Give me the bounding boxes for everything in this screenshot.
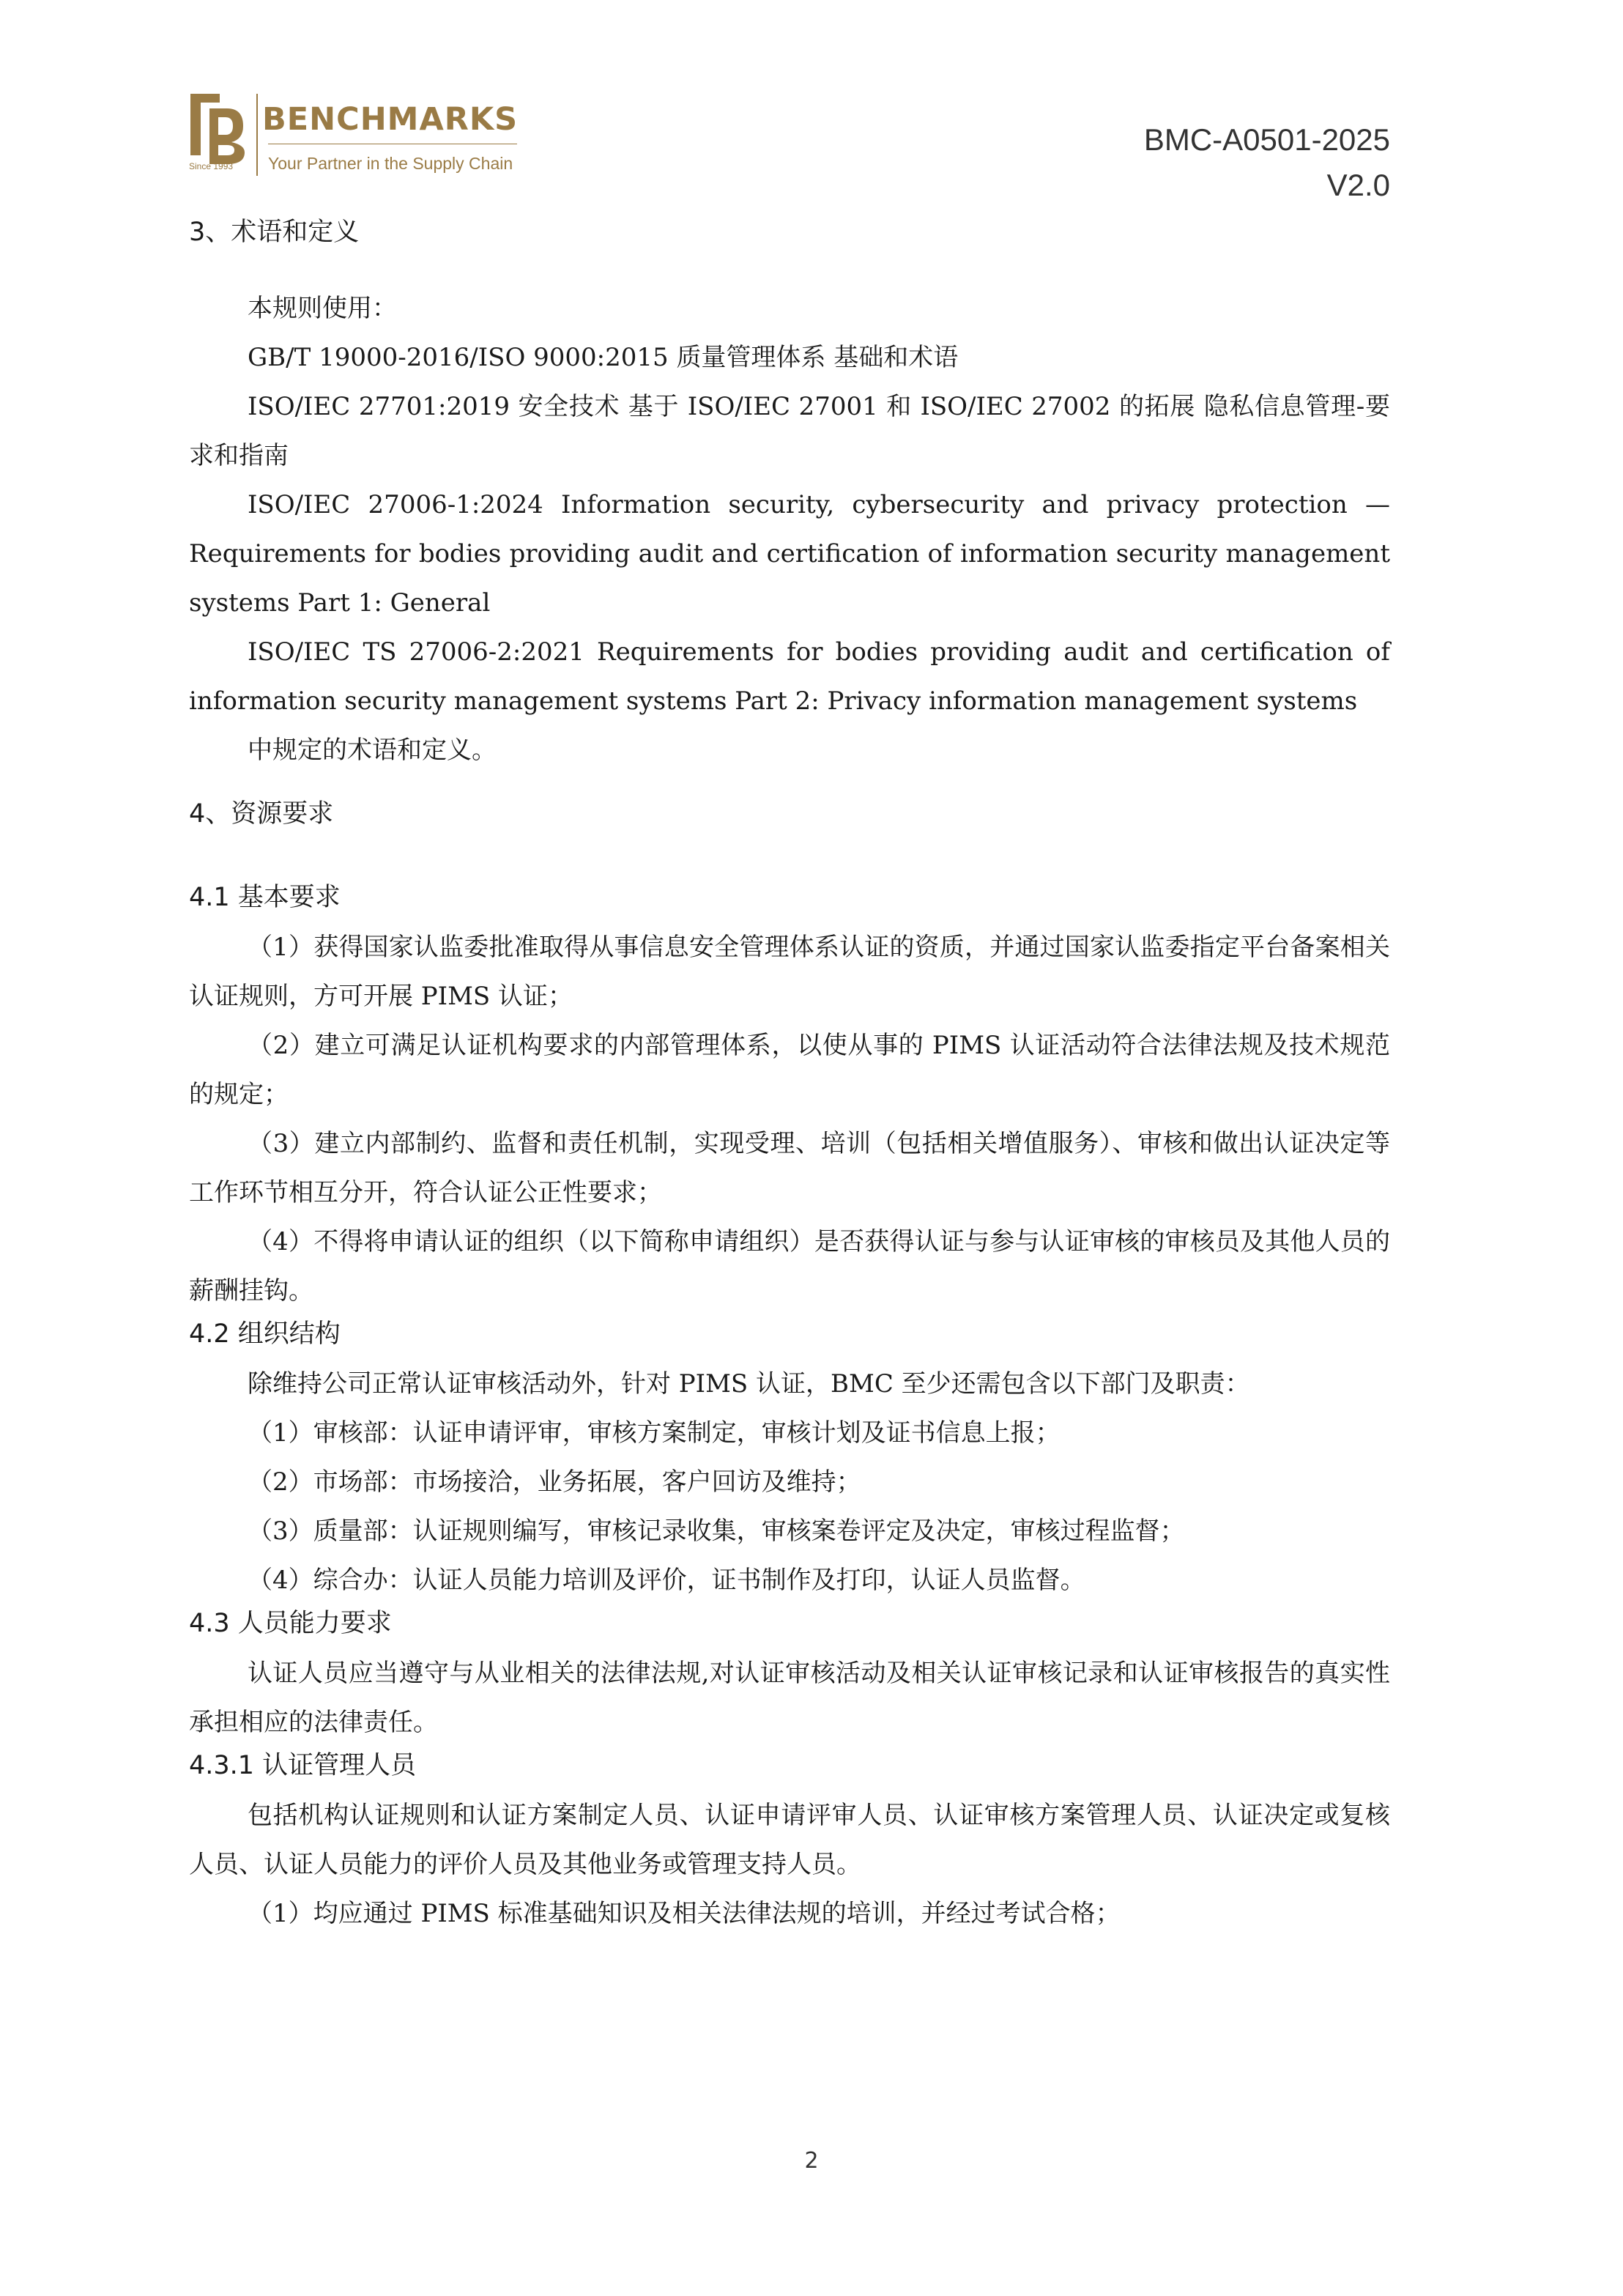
logo-tagline: Your Partner in the Supply Chain xyxy=(268,154,513,173)
section-4-3-1-text: 包括机构认证规则和认证方案制定人员、认证申请评审人员、认证审核方案管理人员、认证决定或复核人员、认证人员能力的评价人员及其他业务或管理支持人员。 xyxy=(189,1801,1390,1879)
section-3-ref-3: ISO/IEC 27006-1:2024 Information security, cybersecurity and privacy protection — Requirements for bodies providing audit and certification of information security management systems Part 1: General xyxy=(189,490,1390,618)
section-4-2-item: （4）综合办：认证人员能力培训及评价，证书制作及打印，认证人员监督。 xyxy=(248,1566,1085,1595)
document-code: BMC-A0501-2025 xyxy=(1143,122,1390,157)
section-4-3-1-item: （1）均应通过 PIMS 标准基础知识及相关法律法规的培训，并经过考试合格； xyxy=(248,1899,1121,1928)
section-4-1-item: （3）建立内部制约、监督和责任机制，实现受理、培训（包括相关增值服务）、审核和做出认证决定等工作环节相互分开，符合认证公正性要求； xyxy=(189,1129,1390,1207)
section-4-1-item: （4）不得将申请认证的组织（以下简称申请组织）是否获得认证与参与认证审核的审核员及其他人员的薪酬挂钩。 xyxy=(189,1227,1390,1306)
section-4-3-text: 认证人员应当遵守与从业相关的法律法规,对认证审核活动及相关认证审核记录和认证审核报告的真实性承担相应的法律责任。 xyxy=(189,1659,1390,1737)
section-4-2-title: 4.2 组织结构 xyxy=(189,1319,341,1349)
section-4-1-item: （2）建立可满足认证机构要求的内部管理体系，以使从事的 PIMS 认证活动符合法律法规及技术规范的规定； xyxy=(189,1031,1390,1109)
section-4-2-intro: 除维持公司正常认证审核活动外，针对 PIMS 认证，BMC 至少还需包含以下部门及职责： xyxy=(248,1369,1250,1399)
section-3-intro: 本规则使用： xyxy=(248,294,397,323)
page-number: 2 xyxy=(804,2148,819,2174)
section-4-2-item: （1）审核部：认证申请评审，审核方案制定，审核计划及证书信息上报； xyxy=(248,1418,1061,1448)
section-4-2-item: （2）市场部：市场接洽，业务拓展，客户回访及维持； xyxy=(248,1467,861,1497)
section-3-ref-1: GB/T 19000-2016/ISO 9000:2015 质量管理体系 基础和术语 xyxy=(248,343,959,372)
benchmarks-logo xyxy=(189,88,526,183)
logo-divider xyxy=(256,94,258,176)
logo-since: Since 1993 xyxy=(189,161,234,171)
document-version: V2.0 xyxy=(1326,168,1390,202)
section-4-title: 4、资源要求 xyxy=(189,799,334,829)
section-3-title: 3、术语和定义 xyxy=(189,218,360,247)
section-4-1-title: 4.1 基本要求 xyxy=(189,883,341,912)
section-3-end: 中规定的术语和定义。 xyxy=(248,736,497,765)
section-4-3-1-title: 4.3.1 认证管理人员 xyxy=(189,1751,417,1780)
logo-wordmark: BENCHMARKS xyxy=(262,101,519,138)
section-4-3-title: 4.3 人员能力要求 xyxy=(189,1609,392,1638)
document-body xyxy=(189,214,1390,1938)
document-code-block xyxy=(1144,117,1390,208)
section-3-ref-4: ISO/IEC TS 27006-2:2021 Requirements for bodies providing audit and certification of information security management systems Part 2: Privacy information management systems xyxy=(189,637,1390,716)
page-header xyxy=(189,88,1390,202)
section-4-2-item: （3）质量部：认证规则编写，审核记录收集，审核案卷评定及决定，审核过程监督； xyxy=(248,1517,1185,1546)
section-3-ref-2: ISO/IEC 27701:2019 安全技术 基于 ISO/IEC 27001 和 ISO/IEC 27002 的拓展 隐私信息管理-要求和指南 xyxy=(189,392,1390,470)
section-4-1-item: （1）获得国家认监委批准取得从事信息安全管理体系认证的资质，并通过国家认监委指定平台备案相关认证规则，方可开展 PIMS 认证； xyxy=(189,933,1390,1011)
benchmarks-monogram-icon xyxy=(189,92,248,166)
